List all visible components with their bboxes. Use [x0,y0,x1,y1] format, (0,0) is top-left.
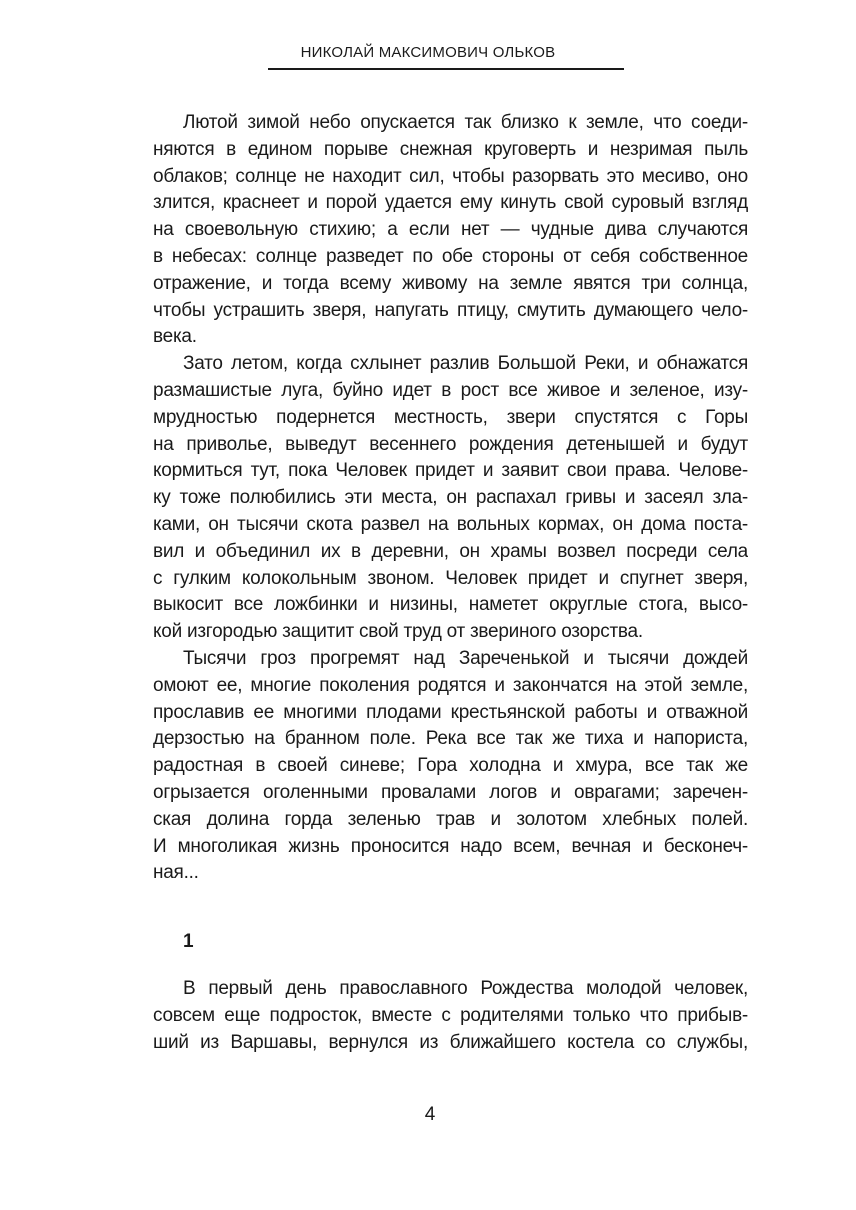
text-line: омоют ее, многие поколения родятся и закончатся на этой земле, [153,674,748,696]
text-line: века. [153,326,197,348]
text-line: огрызается оголенными провалами логов и оврагами; заречен- [153,781,748,803]
text-line: чтобы устрашить зверя, напугать птицу, смутить думающего чело- [153,299,748,321]
page-number: 4 [424,1104,436,1125]
main-text [153,110,748,887]
text-line: на своевольную стихию; а если нет — чудные дива случаются [153,219,748,241]
paragraph [153,646,748,887]
text-line: ная... [153,862,199,884]
text-line: совсем еще подросток, вместе с родителями только что прибыв- [153,1005,748,1026]
text-line: размашистые луга, буйно идет в рост все живое и зеленое, изу- [153,379,748,401]
text-line: в небесах: солнце разведет по обе стороны от себя собственное [153,245,748,267]
header-rule [268,68,624,70]
text-line: ская долина горда зеленью трав и золотом хлебных полей. [153,808,748,830]
text-line: злится, краснеет и порой удается ему кинуть свой суровый взгляд [153,192,748,214]
text-line: радостная в своей синеве; Гора холодна и хмура, все так же [153,755,748,777]
text-line: И многоликая жизнь проносится надо всем, вечная и бесконеч- [153,835,748,857]
text-line: ку тоже полюбились эти места, он распахал гривы и засеял зла- [153,487,748,509]
text-line: ший из Варшавы, вернулся из ближайшего костела со службы, [153,1032,748,1053]
text-line: облаков; солнце не находит сил, чтобы разорвать это месиво, оно [153,165,748,187]
text-line: мрудностью подернется местность, звери спустятся с Горы [153,406,748,428]
text-line: кормиться тут, пока Человек придет и заявит свои права. Челове- [153,460,748,482]
text-line: Зато летом, когда схлынет разлив Большой Реки, и обнажатся [183,353,748,375]
text-line: отражение, и тогда всему живому на земле явятся три солнца, [153,272,748,294]
text-line: ками, он тысячи скота развел на вольных кормах, он дома поста- [153,513,748,535]
running-header: НИКОЛАЙ МАКСИМОВИЧ ОЛЬКОВ [300,44,556,61]
text-line: Лютой зимой небо опускается так близко к земле, что соеди- [183,112,748,133]
text-line: вил и объединил их в деревни, он храмы возвел посреди села [153,540,748,562]
paragraph [153,110,748,351]
text-line: Тысячи гроз прогремят над Зареченькой и тысячи дождей [183,647,748,669]
text-line: дерзостью на бранном поле. Река все так же тиха и напориста, [153,728,748,750]
text-line: прославив ее многими плодами крестьянской работы и отважной [153,701,748,723]
chapter-number: 1 [183,931,194,952]
text-line: выкосит все ложбинки и низины, наметет округлые стога, высо- [153,594,748,616]
text-line: кой изгородью защитит свой труд от звериного озорства. [153,621,643,643]
paragraph [153,351,748,646]
chapter-paragraph [153,975,748,1056]
text-line: с гулким колокольным звоном. Человек придет и спугнет зверя, [153,567,748,589]
text-line: на приволье, выведут весеннего рождения детенышей и будут [153,433,748,455]
text-line: В первый день православного Рождества молодой человек, [183,978,748,999]
text-line: няются в едином порыве снежная круговерть и незримая пыль [153,138,748,160]
